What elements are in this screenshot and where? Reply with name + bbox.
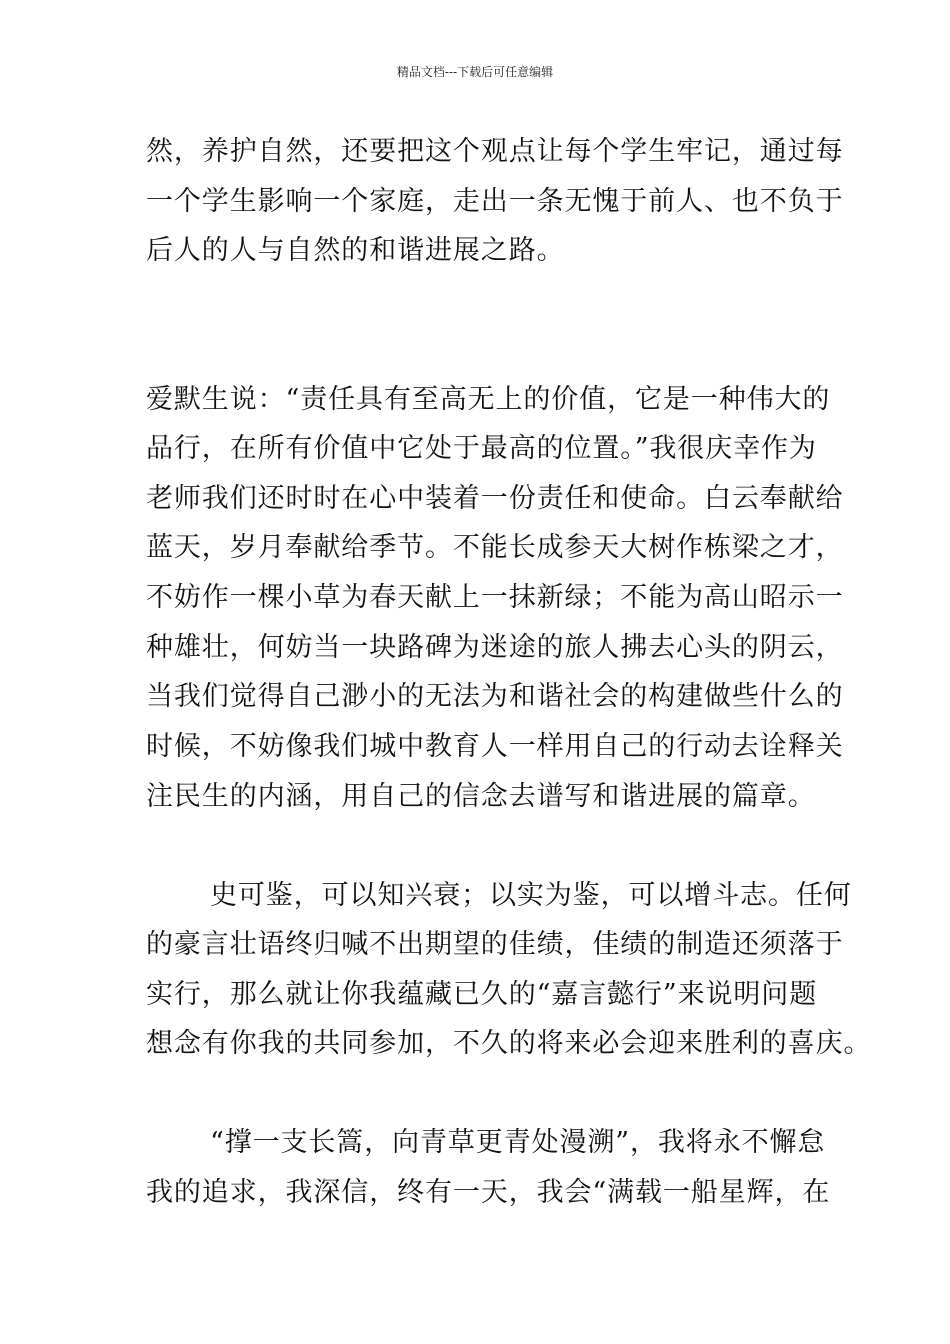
text-line: 爱默生说：“责任具有至高无上的价值，它是一种伟大的: [146, 384, 831, 415]
text-line: 蓝天，岁月奉献给季节。不能长成参天大树作栋梁之才，: [146, 532, 844, 563]
text-line: 当我们觉得自己渺小的无法为和谐社会的构建做些什么的: [146, 681, 844, 712]
text-line: 注民生的内涵，用自己的信念去谱写和谐进展的篇章。: [146, 781, 816, 812]
text-line: 不妨作一棵小草为春天献上一抹新绿；不能为高山昭示一: [146, 582, 844, 613]
text-line: 时候，不妨像我们城中教育人一样用自己的行动去诠释关: [146, 731, 844, 762]
text-line: 我的追求，我深信，终有一天，我会“满载一船星辉，在: [146, 1177, 831, 1208]
text-line: 一个学生影响一个家庭，走出一条无愧于前人、也不负于: [146, 186, 844, 217]
text-line: 史可鉴，可以知兴衰；以实为鉴，可以增斗志。任何: [210, 880, 852, 911]
text-line: 老师我们还时时在心中装着一份责任和使命。白云奉献给: [146, 483, 844, 514]
text-line: 种雄壮，何妨当一块路碑为迷途的旅人拂去心头的阴云，: [146, 632, 844, 663]
text-line: 实行，那么就让你我蕴藏已久的“嘉言懿行”来说明问题: [146, 979, 818, 1010]
text-line: 想念有你我的共同参加，不久的将来必会迎来胜利的喜庆。: [146, 1028, 872, 1059]
page-header: 精品文档---下载后可任意编辑: [396, 65, 554, 79]
text-line: 后人的人与自然的和谐进展之路。: [146, 235, 565, 266]
text-line: 的豪言壮语终归喊不出期望的佳绩，佳绩的制造还须落于: [146, 929, 844, 960]
text-line: 品行，在所有价值中它处于最高的位置。”我很庆幸作为: [146, 433, 817, 464]
text-line: 然，养护自然，还要把这个观点让每个学生牢记，通过每: [146, 136, 844, 167]
text-line: “撑一支长篙，向青草更青处漫溯”，我将永不懈怠: [210, 1127, 826, 1158]
